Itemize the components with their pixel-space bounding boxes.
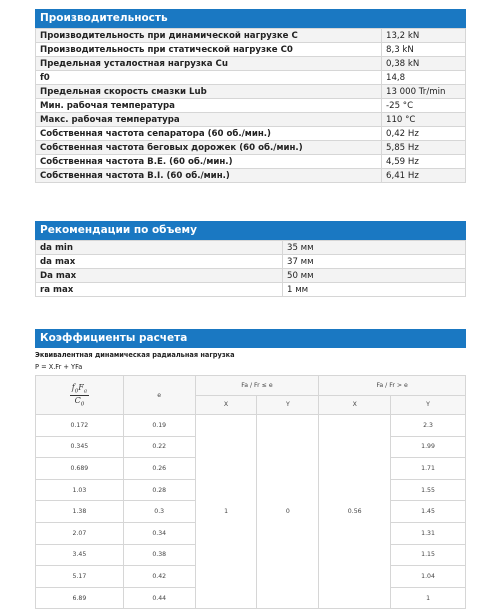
table-row: [36, 85, 466, 99]
row-value: 6,41 Hz: [382, 169, 466, 183]
table-row: [36, 269, 466, 283]
ratio-cell: 0.172: [36, 415, 124, 437]
x1-header: X: [195, 395, 257, 415]
coefficients-table: [35, 375, 466, 609]
row-value: 4,59 Hz: [382, 155, 466, 169]
row-value: 13,2 kN: [382, 29, 466, 43]
frac-C-sub: 0: [80, 401, 85, 408]
volume-section: [35, 221, 466, 297]
frac-f: f: [71, 382, 75, 392]
row-value: 50 мм: [283, 269, 466, 283]
y2-cell: 2.3: [391, 415, 466, 437]
group1-header: Fa / Fr ≤ e: [195, 376, 319, 396]
e-cell: 0.26: [123, 458, 195, 480]
e-cell: 0.42: [123, 566, 195, 588]
table-row: [36, 169, 466, 183]
ratio-cell: 5.17: [36, 566, 124, 588]
row-label: Мин. рабочая температура: [36, 99, 382, 113]
table-row: [36, 241, 466, 255]
table-row: [36, 43, 466, 57]
row-label: f0: [36, 71, 382, 85]
e-header: e: [123, 376, 195, 415]
row-label: Предельная усталостная нагрузка Cu: [36, 57, 382, 71]
performance-table: [35, 28, 466, 183]
volume-table: [35, 240, 466, 297]
row-label: ra max: [36, 283, 283, 297]
ratio-cell: 0.689: [36, 458, 124, 480]
row-value: 14,8: [382, 71, 466, 85]
frac-F-sub: a: [83, 388, 88, 395]
y2-cell: 1.15: [391, 544, 466, 566]
group2-header: Fa / Fr > e: [319, 376, 466, 396]
row-label: Предельная скорость смазки Lub: [36, 85, 382, 99]
table-row: [36, 57, 466, 71]
row-label: Собственная частота B.E. (60 об./мин.): [36, 155, 382, 169]
row-label: Собственная частота беговых дорожек (60 об./мин.): [36, 141, 382, 155]
table-row: [36, 127, 466, 141]
y2-cell: 1.99: [391, 436, 466, 458]
table-row: [36, 29, 466, 43]
row-value: 110 °C: [382, 113, 466, 127]
ratio-header: [36, 376, 124, 415]
e-cell: 0.34: [123, 522, 195, 544]
x2-header: X: [319, 395, 391, 415]
frac-C: C: [74, 395, 81, 405]
x2-cell: 0.56: [319, 415, 391, 609]
row-value: 37 мм: [283, 255, 466, 269]
e-cell: 0.44: [123, 587, 195, 609]
row-label: Собственная частота сепаратора (60 об./мин.): [36, 127, 382, 141]
e-cell: 0.19: [123, 415, 195, 437]
row-value: -25 °C: [382, 99, 466, 113]
y2-cell: 1.04: [391, 566, 466, 588]
ratio-cell: 2.07: [36, 522, 124, 544]
ratio-cell: 6.89: [36, 587, 124, 609]
e-cell: 0.3: [123, 501, 195, 523]
e-cell: 0.28: [123, 479, 195, 501]
y2-cell: 1.31: [391, 522, 466, 544]
ratio-cell: 1.03: [36, 479, 124, 501]
volume-title: Рекомендации по объему: [35, 221, 466, 240]
table-row: [36, 283, 466, 297]
ratio-fraction: [70, 383, 89, 407]
table-row: [36, 255, 466, 269]
row-value: 1 мм: [283, 283, 466, 297]
y2-cell: 1.71: [391, 458, 466, 480]
row-value: 35 мм: [283, 241, 466, 255]
frac-F: F: [78, 382, 84, 392]
table-row: [36, 155, 466, 169]
ratio-cell: 0.345: [36, 436, 124, 458]
performance-section: [35, 9, 466, 183]
performance-title: Производительность: [35, 9, 466, 28]
ratio-cell: 1.38: [36, 501, 124, 523]
table-row: [36, 141, 466, 155]
row-label: Собственная частота B.I. (60 об./мин.): [36, 169, 382, 183]
y2-cell: 1.55: [391, 479, 466, 501]
table-row: [36, 415, 466, 437]
y2-header: Y: [391, 395, 466, 415]
y2-cell: 1: [391, 587, 466, 609]
coefficients-title: Коэффициенты расчета: [35, 329, 466, 348]
x1-cell: 1: [195, 415, 257, 609]
coefficients-formula: P = X.Fr + YFa: [35, 363, 83, 371]
frac-f-sub: 0: [74, 388, 79, 395]
table-row: [36, 113, 466, 127]
row-label: Макс. рабочая температура: [36, 113, 382, 127]
row-label: da max: [36, 255, 283, 269]
row-value: 8,3 kN: [382, 43, 466, 57]
row-value: 0,38 kN: [382, 57, 466, 71]
row-value: 13 000 Tr/min: [382, 85, 466, 99]
e-cell: 0.22: [123, 436, 195, 458]
y2-cell: 1.45: [391, 501, 466, 523]
row-label: Производительность при статической нагрузке C0: [36, 43, 382, 57]
y1-cell: 0: [257, 415, 319, 609]
row-value: 0,42 Hz: [382, 127, 466, 141]
table-row: [36, 99, 466, 113]
y1-header: Y: [257, 395, 319, 415]
coefficients-caption: Эквивалентная динамическая радиальная нагрузка: [35, 351, 235, 359]
row-value: 5,85 Hz: [382, 141, 466, 155]
row-label: Производительность при динамической нагрузке C: [36, 29, 382, 43]
table-row: [36, 71, 466, 85]
e-cell: 0.38: [123, 544, 195, 566]
coefficients-section: [35, 329, 466, 609]
row-label: da min: [36, 241, 283, 255]
ratio-cell: 3.45: [36, 544, 124, 566]
row-label: Da max: [36, 269, 283, 283]
